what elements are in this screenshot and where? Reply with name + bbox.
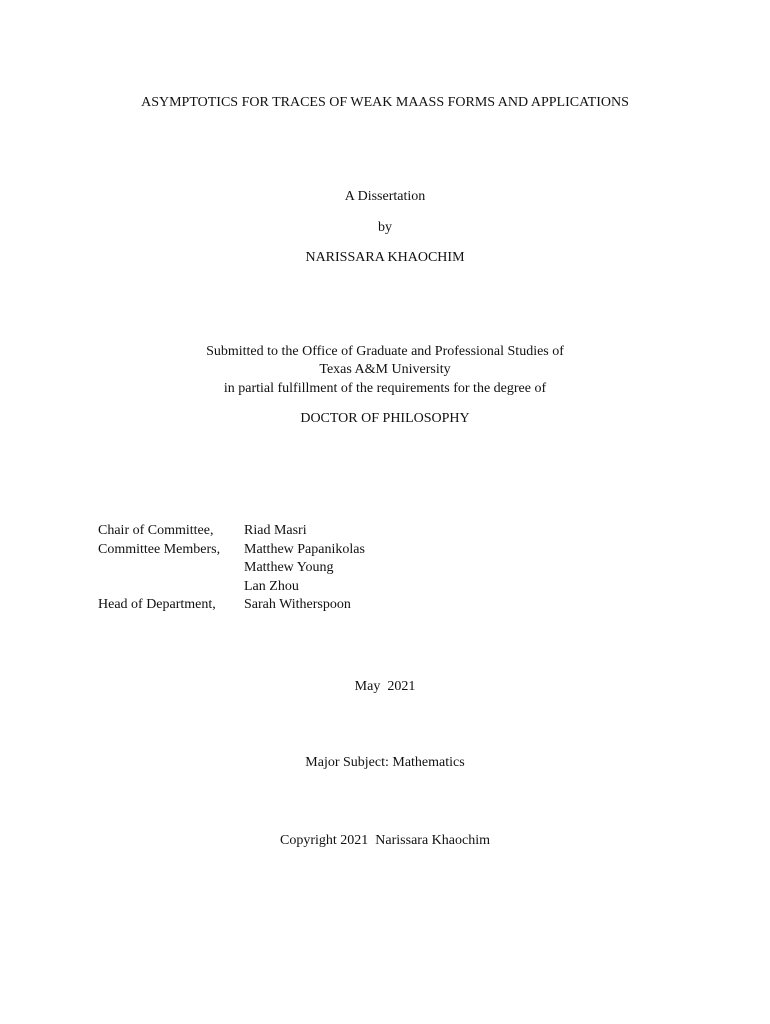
committee-name: Sarah Witherspoon (244, 597, 351, 612)
committee-name: Matthew Young (244, 560, 334, 575)
committee-row (98, 541, 518, 560)
author-name: NARISSARA KHAOCHIM (305, 250, 465, 265)
submission-date: May 2021 (354, 679, 416, 694)
committee-role: Committee Members, (98, 541, 221, 557)
submission-line-3: in partial fulfillment of the requirements for the degree of (223, 381, 547, 396)
dissertation-title: ASYMPTOTICS FOR TRACES OF WEAK MAASS FORMS AND APPLICATIONS (141, 95, 629, 110)
committee-row (98, 596, 518, 615)
committee-row (98, 578, 518, 597)
committee-name: Matthew Papanikolas (244, 541, 365, 557)
committee-row (98, 559, 518, 578)
committee-name: Riad Masri (244, 523, 307, 538)
committee-name: Lan Zhou (244, 578, 299, 594)
by-label: by (378, 220, 392, 235)
major-subject: Major Subject: Mathematics (305, 755, 465, 770)
submission-line-1: Submitted to the Office of Graduate and Professional Studies of (206, 344, 564, 359)
committee-role (98, 559, 244, 578)
degree: DOCTOR OF PHILOSOPHY (300, 411, 470, 426)
document-type: A Dissertation (344, 189, 426, 204)
committee-role (98, 578, 244, 597)
submission-line-2: Texas A&M University (319, 362, 451, 377)
committee-role: Chair of Committee, (98, 523, 214, 538)
committee-list (98, 522, 518, 615)
copyright-notice: Copyright 2021 Narissara Khaochim (280, 833, 490, 848)
committee-role: Head of Department, (98, 597, 216, 612)
committee-row (98, 522, 518, 541)
